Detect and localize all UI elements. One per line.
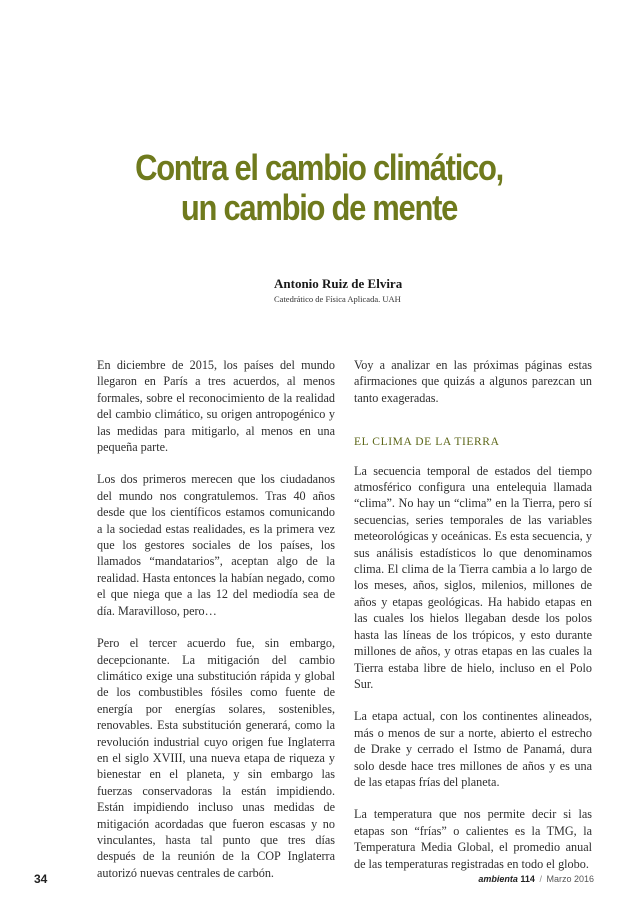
author-name: Antonio Ruiz de Elvira xyxy=(274,276,403,291)
footer-credit xyxy=(478,874,594,884)
article-title-line-1: Contra el cambio climático, xyxy=(135,147,503,188)
paragraph: La etapa actual, con los continentes alineados, más o menos de sur a norte, abierto el estrecho de Drake y cerrado el Istmo de Panamá, dura solo desde hace tres millones de años y es una de las etapas frías del planeta. xyxy=(354,709,592,789)
author-affiliation: Catedrático de Física Aplicada. UAH xyxy=(274,294,401,304)
article-title-line-2: un cambio de mente xyxy=(180,187,458,228)
left-column xyxy=(97,357,335,897)
article-title xyxy=(45,148,594,228)
paragraph: La temperatura que nos permite decir si las etapas son “frías” o calientes es la TMG, la Temperatura Media Global, el promedio anual de las temperaturas registradas en todo el globo. xyxy=(354,807,592,871)
section-heading: EL CLIMA DE LA TIERRA xyxy=(354,436,500,449)
page-number: 34 xyxy=(34,872,48,886)
paragraph: Pero el tercer acuerdo fue, sin embargo, decepcionante. La mitigación del cambio climático exige una substitución rápida y global de los combustibles fósiles como fuente de energía por energías solares, sostenibles, renovables. Esta substitución generará, como la revolución industrial cuyo origen fue Inglaterra en el siglo XVIII, una nueva etapa de riqueza y bienestar en el planeta, y sin embargo las fuerzas conservadoras la están impidiendo. Están impidiendo incluso unas medidas de mitigación acordadas que fueron escasas y no vinculantes, hasta tal punto que tres días después de la reunión de la COP Inglaterra autorizó nuevas centrales de carbón. xyxy=(97,636,335,880)
footer-separator: / xyxy=(539,874,542,884)
paragraph: En diciembre de 2015, los países del mundo llegaron en París a tres acuerdos, al menos formales, sobre el reconocimiento de la realidad del cambio climático, su origen antropogénico y las medidas para mitigarlo, al menos en una pequeña parte. xyxy=(97,358,335,455)
paragraph: Los dos primeros merecen que los ciudadanos del mundo nos congratulemos. Tras 40 años desde que los científicos estamos comunicando a la sociedad estas realidades, es la primera vez que los gestores sociales de los países, los llamados “mandatarios”, aceptan algo de la realidad. Hasta entonces la habían negado, como el que niega que a las 12 del mediodía sea de día. Maravilloso, pero… xyxy=(97,472,335,618)
paragraph: Voy a analizar en las próximas páginas estas afirmaciones que quizás a algunos parezcan un tanto exageradas. xyxy=(354,358,592,405)
issue-number: 114 xyxy=(520,874,535,884)
issue-date: Marzo 2016 xyxy=(546,874,594,884)
right-column xyxy=(354,357,592,888)
magazine-name: ambienta xyxy=(478,874,518,884)
paragraph: La secuencia temporal de estados del tiempo atmosférico configura una entelequia llamada “clima”. No hay un “clima” en la Tierra, pero sí secuencias, series temporales de las variables meteorológicas y oceánicas. Es esta secuencia, y sus análisis estadísticos lo que denominamos clima. El clima de la Tierra cambia a lo largo de los meses, años, siglos, milenios, millones de años y etapas geológicas. Ha habido etapas en las cuales los hielos llegaban desde los polos hasta las líneas de los trópicos, y esto durante millones de años, y otras etapas en las cuales la Tierra estaba libre de hielo, incluso en el Polo Sur. xyxy=(354,463,592,691)
